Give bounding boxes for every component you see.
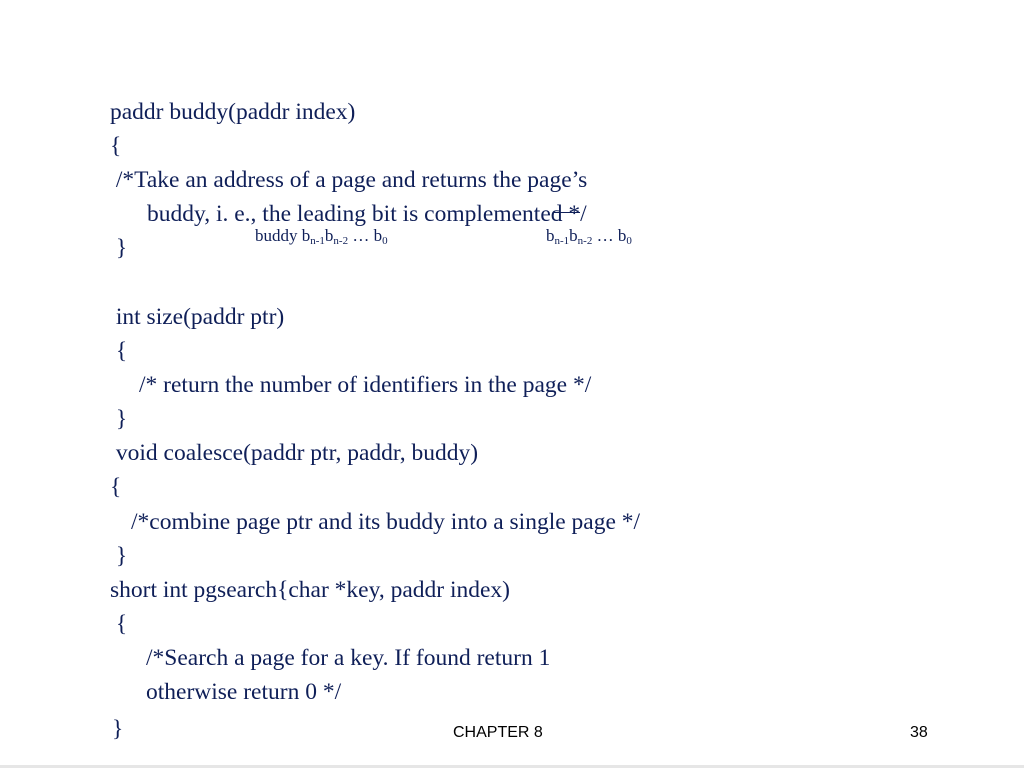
subscript-n-1: n-1 xyxy=(554,235,570,247)
code-line-open-brace: { xyxy=(110,611,128,637)
subscript-0: 0 xyxy=(626,235,632,247)
code-line-pgsearch-comment-1: /*Search a page for a key. If found return 1 xyxy=(146,645,551,671)
complement-overline xyxy=(554,212,580,213)
ellipsis: … xyxy=(592,226,618,245)
code-line-buddy-signature: paddr buddy(paddr index) xyxy=(110,99,356,125)
buddy-notation-left xyxy=(255,226,388,247)
code-line-pgsearch-signature: short int pgsearch{char *key, paddr index) xyxy=(110,577,510,603)
code-line-close-brace: } xyxy=(110,235,128,261)
bit-b: b xyxy=(617,226,627,245)
footer-page-number: 38 xyxy=(910,724,928,741)
code-line-buddy-comment-2: buddy, i. e., the leading bit is complemented */ xyxy=(147,201,587,227)
bit-b: b xyxy=(373,226,383,245)
code-line-open-brace: { xyxy=(110,474,122,500)
buddy-notation-right xyxy=(546,226,632,247)
footer-chapter: CHAPTER 8 xyxy=(453,724,543,741)
subscript-n-2: n-2 xyxy=(333,235,349,247)
bit-b: b xyxy=(301,226,311,245)
code-line-size-signature: int size(paddr ptr) xyxy=(110,304,285,330)
buddy-label: buddy xyxy=(255,226,298,245)
code-line-buddy-comment-1: /*Take an address of a page and returns the page’s xyxy=(110,167,588,193)
ellipsis: … xyxy=(348,226,374,245)
bit-b-complemented: b xyxy=(546,226,555,245)
subscript-0: 0 xyxy=(382,235,388,247)
code-line-close-brace: } xyxy=(110,543,128,569)
bit-b: b xyxy=(569,226,578,245)
bit-b: b xyxy=(324,226,334,245)
code-line-close-brace: } xyxy=(112,716,124,742)
code-line-open-brace: { xyxy=(110,338,128,364)
code-line-close-brace: } xyxy=(110,406,128,432)
code-line-coalesce-comment: /*combine page ptr and its buddy into a single page */ xyxy=(131,509,641,535)
code-line-open-brace: { xyxy=(110,133,122,159)
code-line-pgsearch-comment-2: otherwise return 0 */ xyxy=(146,679,342,705)
code-line-size-comment: /* return the number of identifiers in the page */ xyxy=(139,372,592,398)
code-line-coalesce-signature: void coalesce(paddr ptr, paddr, buddy) xyxy=(110,440,479,466)
subscript-n-1: n-1 xyxy=(310,235,325,247)
subscript-n-2: n-2 xyxy=(577,235,593,247)
